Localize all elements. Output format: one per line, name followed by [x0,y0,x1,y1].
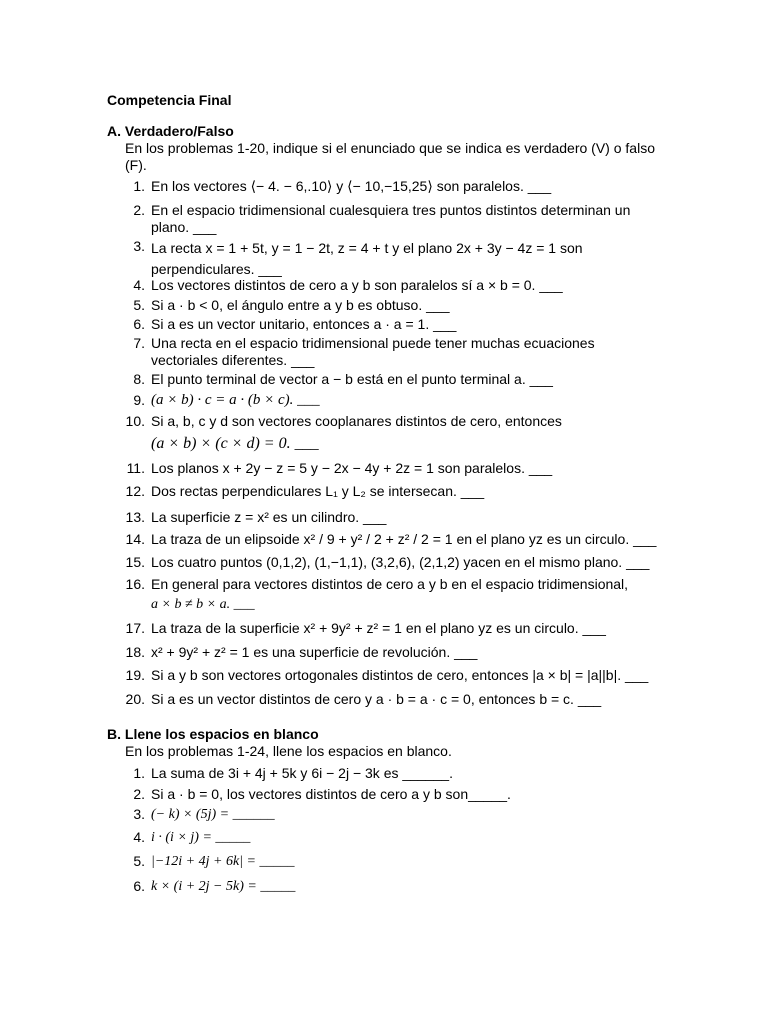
item-text: La traza de un elipsoide x² / 9 + y² / 2 + z² / 2 = 1 en el plano yz es un circulo. ___ [151,531,657,547]
item-text: (− k) × (5j) = ______ [151,807,275,822]
item-number: 18. [125,644,145,660]
item-text: En el espacio tridimensional cualesquiera tres puntos distintos determinan un plano. ___ [151,202,631,235]
item-formula: a × b ≠ b × a. ___ [151,597,255,612]
item-text: La suma de 3i + 4j + 5k y 6i − 2j − 3k es ______. [151,765,453,781]
section-b-intro: En los problemas 1-24, llene los espacios en blanco. [125,743,452,759]
section-a-heading: A. Verdadero/Falso [107,123,234,139]
section-b-heading: B. Llene los espacios en blanco [107,726,319,742]
item-number: 2. [133,202,145,218]
item-text: Los cuatro puntos (0,1,2), (1,−1,1), (3,2,6), (2,1,2) yacen en el mismo plano. ___ [151,554,650,570]
item-number: 6. [133,316,145,332]
section-a-intro: En los problemas 1-20, indique si el enunciado que se indica es verdadero (V) o falso (F). [125,140,655,173]
document-title: Competencia Final [107,92,232,108]
item-text: k × (i + 2j − 5k) = _____ [151,879,296,894]
item-number: 3. [133,806,145,822]
item-number: 1. [133,178,145,194]
item-number: 15. [125,554,145,570]
item-number: 19. [125,667,145,683]
item-number: 5. [133,853,145,869]
item-formula: (a × b) × (c × d) = 0. ___ [151,435,319,452]
item-number: 8. [133,371,145,387]
item-text: Si a y b son vectores ortogonales distintos de cero, entonces |a × b| = |a||b|. ___ [151,667,649,683]
item-text: Dos rectas perpendiculares L₁ y L₂ se intersecan. ___ [151,483,485,499]
item-number: 3. [133,238,145,254]
item-number: 6. [133,878,145,894]
item-text: Los vectores distintos de cero a y b son paralelos sí a × b = 0. ___ [151,277,563,293]
item-number: 13. [125,509,145,525]
item-number: 11. [126,460,145,476]
item-number: 12. [125,483,145,499]
item-text: (a × b) · c = a · (b × c). ___ [151,392,320,408]
item-text: En los vectores ⟨− 4. − 6,.10⟩ y ⟨− 10,−15,25⟩ son paralelos. ___ [151,178,552,194]
item-number: 10. [125,413,145,429]
item-text: Si a, b, c y d son vectores cooplanares distintos de cero, entonces [151,413,562,429]
item-text: La superficie z = x² es un cilindro. ___ [151,509,387,525]
item-text: En general para vectores distintos de cero a y b en el espacio tridimensional, [151,576,629,592]
item-number: 17. [125,620,145,636]
item-number: 4. [133,277,145,293]
item-number: 1. [133,765,145,781]
item-text: x² + 9y² + z² = 1 es una superficie de revolución. ___ [151,644,478,660]
item-number: 7. [133,335,145,351]
item-number: 20. [125,691,145,707]
item-text: Si a es un vector distintos de cero y a · b = a · c = 0, entonces b = c. ___ [151,691,602,707]
item-text: i · (i × j) = _____ [151,830,251,845]
item-number: 14. [125,531,145,547]
item-text: Una recta en el espacio tridimensional puede tener muchas ecuaciones vectoriales diferentes. ___ [151,335,595,368]
item-number: 16. [125,576,145,592]
item-text: |−12i + 4j + 6k| = _____ [151,854,295,869]
item-number: 5. [133,297,145,313]
item-text: Si a · b < 0, el ángulo entre a y b es obtuso. ___ [151,297,450,313]
item-text: El punto terminal de vector a − b está en el punto terminal a. ___ [151,371,553,387]
item-number: 9. [133,392,145,408]
item-text: La traza de la superficie x² + 9y² + z² = 1 en el plano yz es un circulo. ___ [151,620,606,636]
item-text: Si a es un vector unitario, entonces a · a = 1. ___ [151,316,457,332]
item-text: La recta x = 1 + 5t, y = 1 − 2t, z = 4 + t y el plano 2x + 3y − 4z = 1 son perpendiculares. ___ [151,240,583,277]
item-number: 4. [133,829,145,845]
item-text: Si a · b = 0, los vectores distintos de cero a y b son_____. [151,786,511,802]
item-number: 2. [133,786,145,802]
item-text: Los planos x + 2y − z = 5 y − 2x − 4y + 2z = 1 son paralelos. ___ [151,460,553,476]
